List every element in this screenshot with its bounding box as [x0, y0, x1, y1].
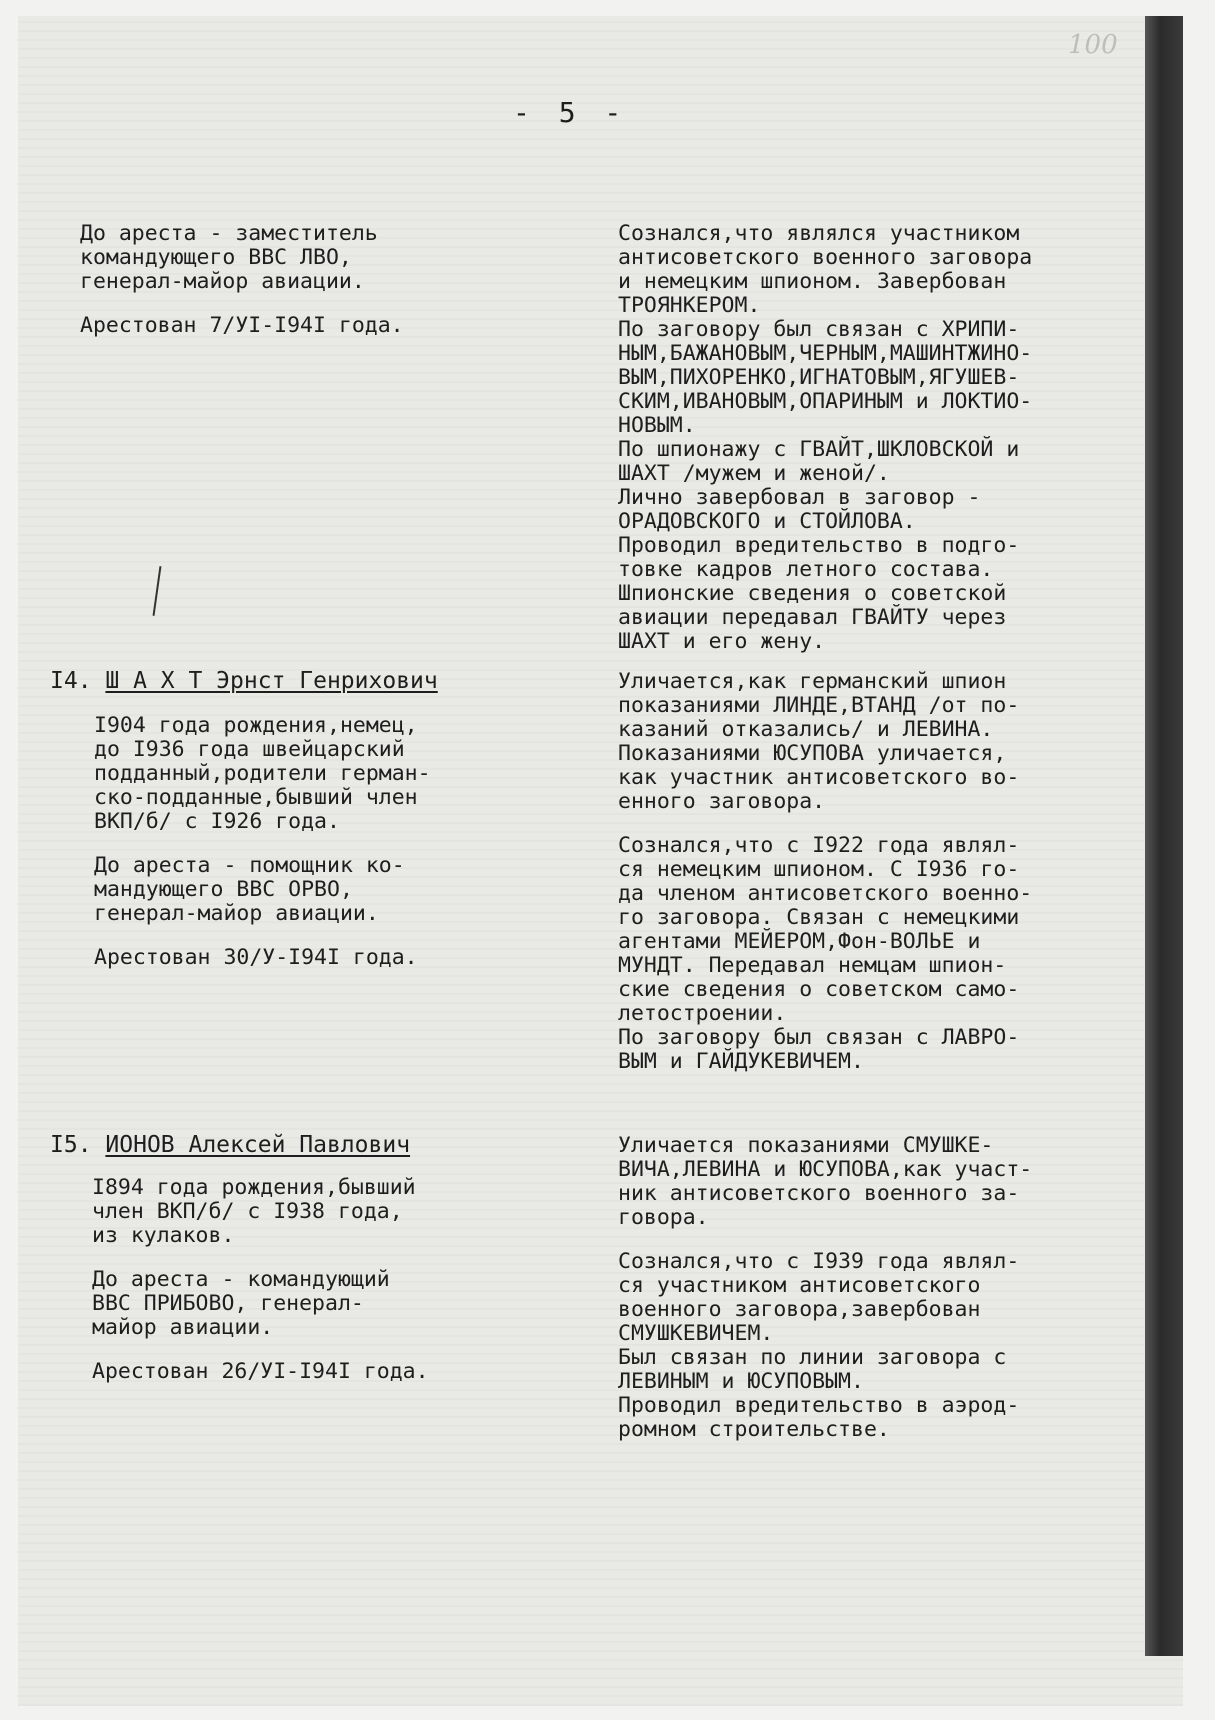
- entry-13-position-line: генерал-майор авиации.: [80, 269, 365, 294]
- charge-line: товке кадров летного состава.: [618, 557, 994, 582]
- charge-line: Проводил вредительство в подго-: [618, 533, 1020, 558]
- entry-number: I5.: [50, 1132, 92, 1158]
- charge-line: Лично завербовал в заговор -: [618, 485, 981, 510]
- charge-line: ник антисоветского военного за-: [618, 1181, 1020, 1206]
- charge-line: ОРАДОВСКОГО и СТОЙЛОВА.: [618, 509, 916, 534]
- bio-line: из кулаков.: [92, 1223, 235, 1248]
- entry-13-charges: [618, 222, 1032, 654]
- entry-13-details: [80, 222, 404, 338]
- confession-line: летостроении.: [618, 1001, 787, 1026]
- bio-line: член ВКП/б/ с I938 года,: [92, 1199, 403, 1224]
- entry-13-arrest-date: Арестован 7/УI-I94I года.: [80, 313, 404, 338]
- charge-line: ШАХТ и его жену.: [618, 629, 826, 654]
- charge-line: По заговору был связан с ХРИПИ-: [618, 317, 1020, 342]
- charge-line: и немецким шпионом. Завербован: [618, 269, 1007, 294]
- confession-line: Сознался,что с I922 года являл-: [618, 833, 1020, 858]
- confession-line: да членом антисоветского военно-: [618, 881, 1033, 906]
- charge-line: НЫМ,БАЖАНОВЫМ,ЧЕРНЫМ,МАШИНТЖИНО-: [618, 341, 1033, 366]
- entry-number: I4.: [50, 668, 92, 694]
- page-number: - 5 -: [513, 96, 628, 129]
- pen-mark: [153, 566, 162, 616]
- charge-line: ВЫМ,ПИХОРЕНКО,ИГНАТОВЫМ,ЯГУШЕВ-: [618, 365, 1020, 390]
- confession-line: ские сведения о советском само-: [618, 977, 1020, 1002]
- position-line: генерал-майор авиации.: [94, 901, 379, 926]
- confession-line: МУНДТ. Передавал немцам шпион-: [618, 953, 1007, 978]
- confession-line: Был связан по линии заговора с: [618, 1345, 1007, 1370]
- bio-line: I894 года рождения,бывший: [92, 1175, 416, 1200]
- charge-line: Показаниями ЮСУПОВА уличается,: [618, 741, 1007, 766]
- bio-line: до I936 года швейцарский: [94, 737, 405, 762]
- entry-15-charges: [618, 1134, 1032, 1442]
- archive-mark: 100: [1068, 30, 1118, 60]
- confession-line: ся немецким шпионом. С I936 го-: [618, 857, 1020, 882]
- charge-line: Шпионские сведения о советской: [618, 581, 1007, 606]
- position-line: мандующего ВВС ОРВО,: [94, 877, 353, 902]
- charge-line: Уличается показаниями СМУШКЕ-: [618, 1133, 994, 1158]
- confession-line: Проводил вредительство в аэрод-: [618, 1393, 1020, 1418]
- entry-name: ИОНОВ Алексей Павлович: [105, 1132, 411, 1158]
- bio-line: подданный,родители герман-: [94, 761, 431, 786]
- charge-line: СКИМ,ИВАНОВЫМ,ОПАРИНЫМ и ЛОКТИО-: [618, 389, 1033, 414]
- entry-14-details: [94, 714, 431, 970]
- position-line: ВВС ПРИБОВО, генерал-: [92, 1291, 364, 1316]
- charge-line: как участник антисоветского во-: [618, 765, 1020, 790]
- entry-13-position-line: командующего ВВС ЛВО,: [80, 245, 352, 270]
- confession-line: СМУШКЕВИЧЕМ.: [618, 1321, 774, 1346]
- confession-line: ЛЕВИНЫМ и ЮСУПОВЫМ.: [618, 1369, 864, 1394]
- entry-14-charges: [618, 670, 1032, 1074]
- charge-line: По шпионажу с ГВАЙТ,ШКЛОВСКОЙ и: [618, 437, 1020, 462]
- charge-line: антисоветского военного заговора: [618, 245, 1033, 270]
- confession-line: агентами МЕЙЕРОМ,Фон-ВОЛЬЕ и: [618, 929, 981, 954]
- charge-line: Уличается,как германский шпион: [618, 669, 1007, 694]
- charge-line: НОВЫМ.: [618, 413, 696, 438]
- charge-line: показаниями ЛИНДЕ,ВТАНД /от по-: [618, 693, 1020, 718]
- arrest-date: Арестован 30/У-I94I года.: [94, 945, 418, 970]
- charge-line: ТРОЯНКЕРОМ.: [618, 293, 761, 318]
- position-line: До ареста - помощник ко-: [94, 853, 405, 878]
- charge-line: ШАХТ /мужем и женой/.: [618, 461, 890, 486]
- confession-line: По заговору был связан с ЛАВРО-: [618, 1025, 1020, 1050]
- document-page: [18, 16, 1183, 1706]
- charge-line: енного заговора.: [618, 789, 826, 814]
- charge-line: казаний отказались/ и ЛЕВИНА.: [618, 717, 994, 742]
- confession-line: ромном строительстве.: [618, 1417, 890, 1442]
- scan-edge-bar: [1145, 16, 1183, 1656]
- position-line: До ареста - командующий: [92, 1267, 390, 1292]
- position-line: майор авиации.: [92, 1315, 274, 1340]
- entry-name: Ш А Х Т Эрнст Генрихович: [105, 668, 438, 694]
- entry-14-title: [50, 668, 438, 694]
- charge-line: ВИЧА,ЛЕВИНА и ЮСУПОВА,как участ-: [618, 1157, 1033, 1182]
- bio-line: ско-подданные,бывший член: [94, 785, 418, 810]
- charge-line: авиации передавал ГВАЙТУ через: [618, 605, 1007, 630]
- confession-line: Сознался,что с I939 года являл-: [618, 1249, 1020, 1274]
- charge-line: Сознался,что являлся участником: [618, 221, 1020, 246]
- charge-line: говора.: [618, 1205, 709, 1230]
- entry-13-position-line: До ареста - заместитель: [80, 221, 378, 246]
- confession-line: го заговора. Связан с немецкими: [618, 905, 1020, 930]
- confession-line: ся участником антисоветского: [618, 1273, 981, 1298]
- bio-line: ВКП/б/ с I926 года.: [94, 809, 340, 834]
- confession-line: ВЫМ и ГАЙДУКЕВИЧЕМ.: [618, 1049, 864, 1074]
- bio-line: I904 года рождения,немец,: [94, 713, 418, 738]
- arrest-date: Арестован 26/УI-I94I года.: [92, 1359, 429, 1384]
- confession-line: военного заговора,завербован: [618, 1297, 981, 1322]
- entry-15-title: [50, 1132, 410, 1158]
- entry-15-details: [92, 1176, 429, 1384]
